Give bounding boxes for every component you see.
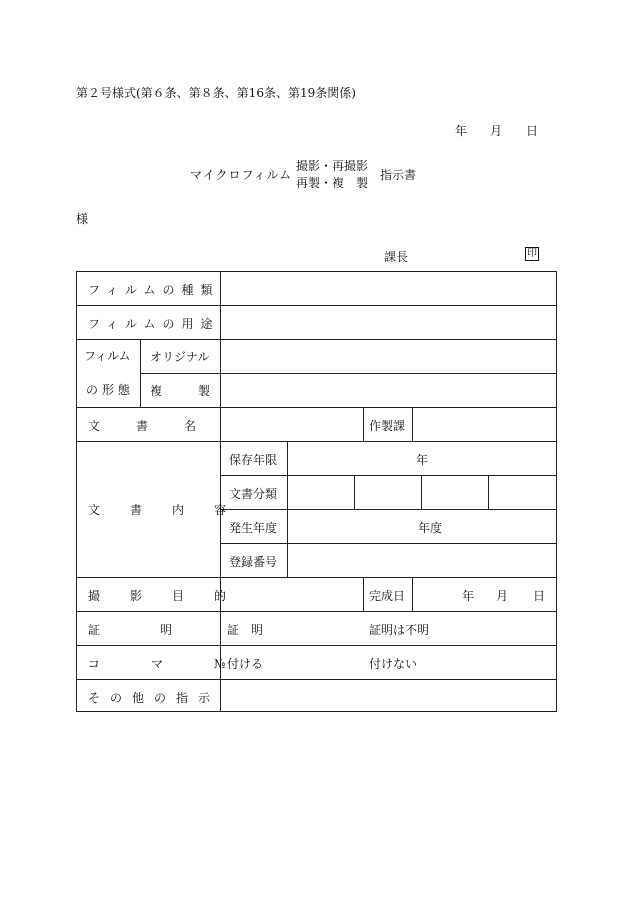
label-retention-period: 保存年限 [229,453,278,467]
completion-year-unit: 年 [462,589,475,603]
title-option-copy: 再製・複 製 [296,176,369,190]
label-doc-class: 文書分類 [229,487,278,501]
addressee: 様 [76,212,89,226]
section-chief-label: 課長 [384,250,409,264]
date-month: 月 [490,124,503,138]
option-cert-yes: 証 明 [227,623,264,637]
label-other-instructions: その他の指示 [88,691,221,705]
date-day: 日 [526,124,539,138]
origin-year-unit: 年度 [418,521,443,535]
completion-month-unit: 月 [496,589,509,603]
label-purpose: 撮 影 目 的 [88,589,236,603]
label-certification: 証 明 [88,623,185,637]
label-production-dept: 作製課 [369,419,406,433]
date-year: 年 [455,124,468,138]
label-copy: 複 製 [150,384,215,398]
seal-stamp: 印 [527,248,537,259]
option-frame-attach: 付ける [227,657,264,671]
label-film-form-line2: の形態 [86,383,135,397]
title-main: マイクロフィルム [190,168,293,182]
label-film-type: フィルムの種類 [88,283,220,297]
label-film-form-line1: フィルム [84,349,131,363]
label-reg-number: 登録番号 [229,555,278,569]
option-frame-no-attach: 付けない [369,657,418,671]
form-reference: 第２号様式(第６条、第８条、第16条、第19条関係) [76,86,356,100]
label-origin-year: 発生年度 [229,521,278,535]
label-completion-date: 完成日 [369,589,406,603]
label-doc-content: 文 書 内 容 [88,503,236,517]
label-film-use: フィルムの用途 [88,317,220,331]
label-frame-number: コ マ № [88,657,235,671]
retention-year-unit: 年 [416,453,429,467]
completion-day-unit: 日 [533,589,546,603]
title-option-shoot: 撮影・再撮影 [296,159,369,173]
label-original: オリジナル [150,350,210,364]
title-suffix: 指示書 [380,168,417,182]
option-cert-unknown: 証明は不明 [369,623,430,637]
label-doc-name: 文 書 名 [88,419,209,433]
